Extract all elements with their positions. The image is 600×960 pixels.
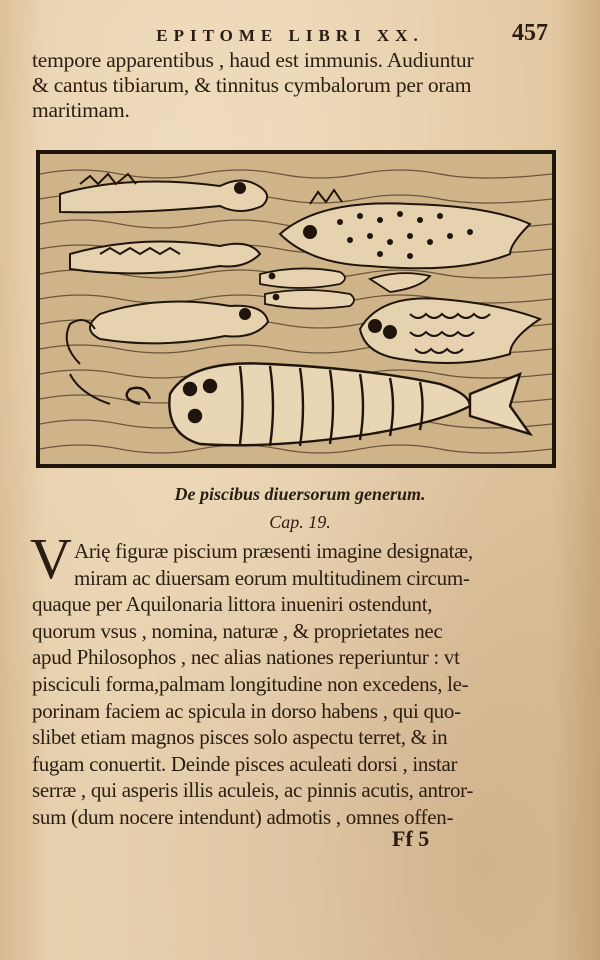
woodcut-illustration	[36, 150, 556, 468]
fish-woodcut-image	[40, 154, 552, 464]
body-line: miram ac diuersam eorum multitudinem circum-	[74, 565, 470, 590]
body-line: sum (dum nocere intendunt) admotis , omnes offen-	[32, 804, 454, 829]
body-line: apud Philosophos , nec alias nationes reperiuntur : vt	[32, 645, 460, 670]
body-line: quorum vsus , nomina, naturæ , & proprietates nec	[32, 618, 443, 643]
body-line: slibet etiam magnos pisces solo aspectu terret, & in	[32, 725, 448, 750]
drop-capital: V	[30, 526, 72, 591]
fish-scaled-right	[360, 298, 540, 363]
signature-mark: Ff 5	[392, 826, 430, 851]
body-line: fugam conuertit. Deinde pisces aculeati dorsi , instar	[32, 751, 458, 776]
body-line: quaque per Aquilonaria littora inueniri ostendunt,	[32, 592, 433, 617]
fish-top-left	[60, 174, 267, 212]
page-number: 457	[512, 20, 548, 46]
chapter-heading: Cap. 19.	[269, 512, 331, 532]
body-line: porinam faciem ac spicula in dorso habens , qui quo-	[32, 698, 461, 723]
fish-spotted	[280, 190, 530, 268]
fish-barrel	[127, 363, 530, 446]
body-line: serræ , qui asperis illis aculeis, ac pinnis acutis, antror-	[32, 778, 474, 803]
intro-paragraph	[32, 48, 572, 123]
body-paragraph	[32, 538, 572, 831]
intro-line: maritimam.	[32, 98, 130, 122]
body-line: Arię figuræ piscium præsenti imagine designatæ,	[74, 539, 473, 563]
illustration-caption: De piscibus diuersorum generum.	[174, 484, 426, 504]
body-line: pisciculi forma,palmam longitudine non excedens, le-	[32, 671, 469, 696]
intro-line: tempore apparentibus , haud est immunis. Audiuntur	[32, 48, 474, 72]
intro-line: & cantus tibiarum, & tinnitus cymbalorum per oram	[32, 73, 472, 97]
running-title: EPITOME LIBRI XX.	[156, 26, 424, 45]
fish-scaled-left	[70, 242, 260, 274]
